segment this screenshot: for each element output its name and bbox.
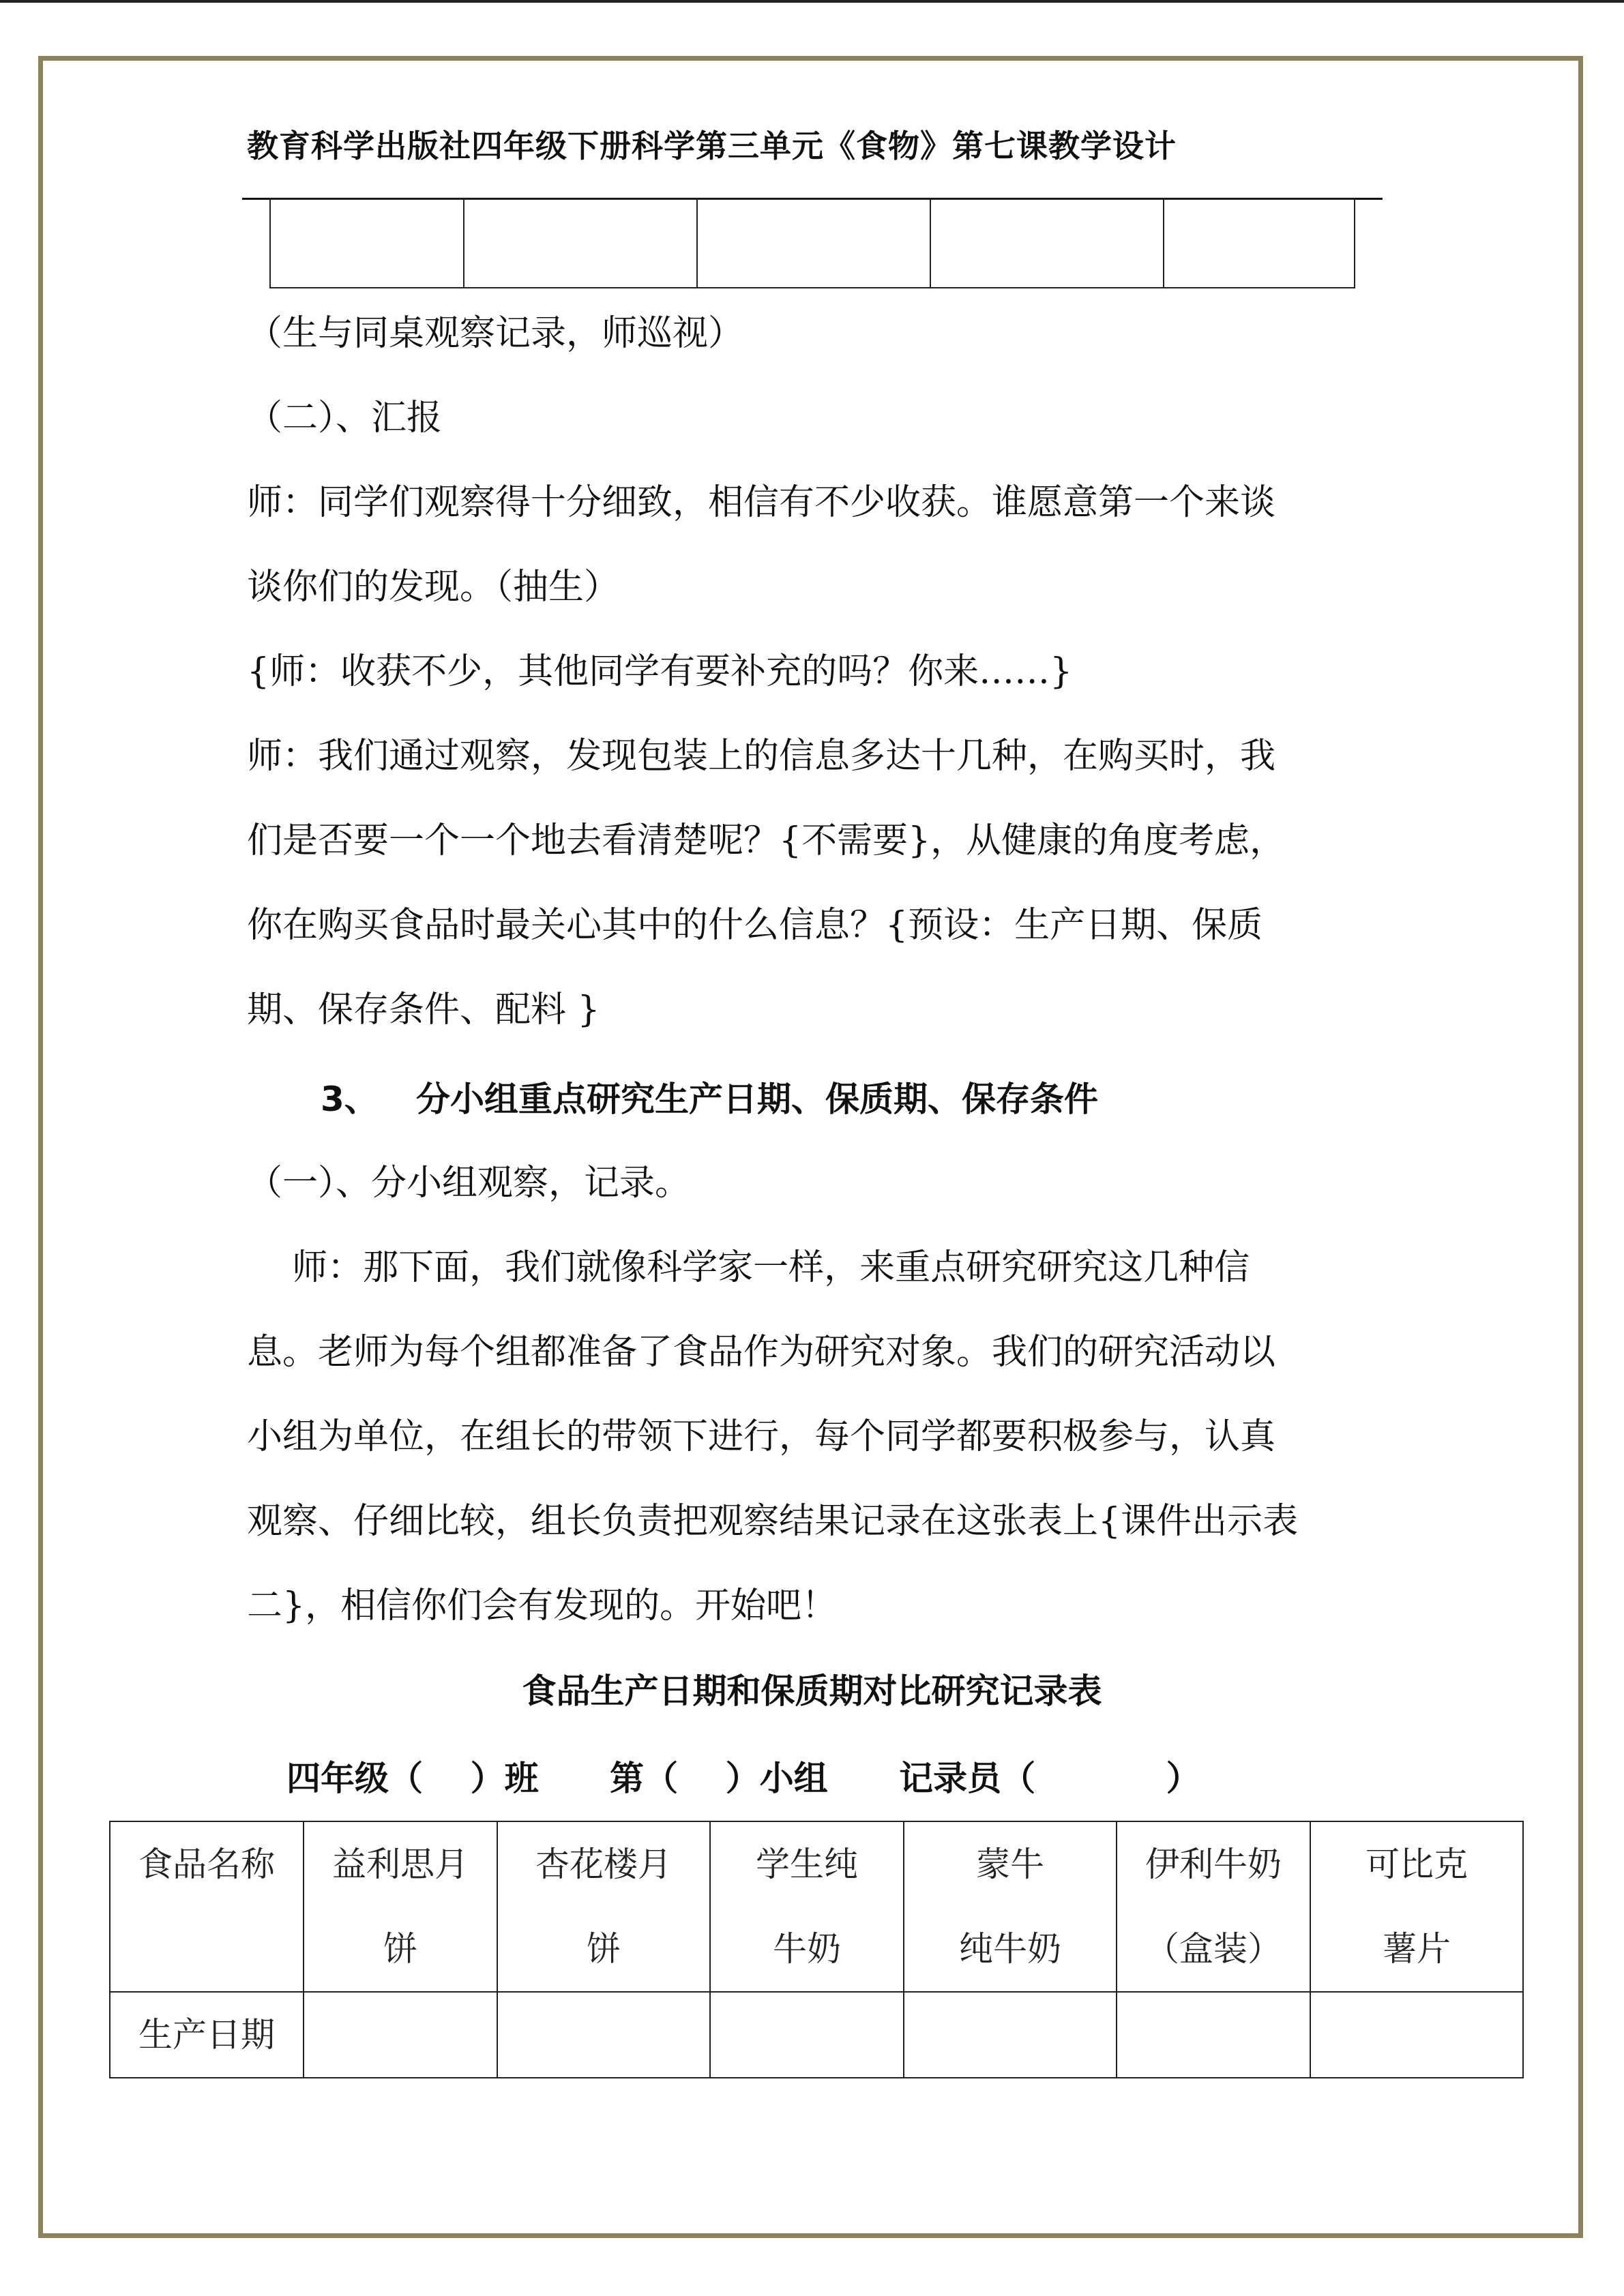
table-cell: [270, 199, 464, 288]
table-cell: [497, 1992, 710, 2078]
section-heading: [321, 1057, 1098, 1142]
body-paragraph-line: 师：同学们观察得十分细致，相信有不少收获。谁愿意第一个来谈: [247, 482, 1276, 523]
food-name-line: 益利思月: [332, 1845, 469, 1884]
food-name-cell: [904, 1821, 1117, 1992]
food-name-line: 饼: [383, 1929, 417, 1969]
subsection-heading: （一）、分小组观察，记录。: [247, 1163, 691, 1204]
body-paragraph-line: {师：收获不少，其他同学有要补充的吗？你来……}: [247, 651, 1073, 692]
food-name-line: 薯片: [1383, 1929, 1451, 1969]
body-paragraph-line: 你在购买食品时最关心其中的什么信息？{预设：生产日期、保质: [247, 905, 1263, 946]
body-paragraph-line: 师：那下面，我们就像科学家一样，来重点研究研究这几种信: [247, 1247, 1250, 1288]
row-label-cell: 生产日期: [110, 1992, 304, 2078]
table-cell: [1164, 199, 1355, 288]
food-name-cell: [1310, 1821, 1523, 1992]
food-name-cell: [497, 1821, 710, 1992]
table-cell: [710, 1992, 904, 2078]
page-top-rule: [0, 0, 1624, 3]
table-header-row: [110, 1821, 1523, 1992]
body-paragraph-line: 们是否要一个一个地去看清楚呢？{不需要}，从健康的角度考虑，: [247, 820, 1286, 861]
food-name-line: （盒装）: [1145, 1929, 1282, 1969]
food-name-cell: [304, 1821, 497, 1992]
table-row: [110, 1992, 1523, 2078]
table-cell: [930, 199, 1164, 288]
header-label-cell: 食品名称: [110, 1821, 304, 1992]
record-table: [109, 1821, 1524, 2078]
table-row: [270, 199, 1355, 288]
food-name-cell: [710, 1821, 904, 1992]
table-cell: [904, 1992, 1117, 2078]
body-paragraph-line: 观察、仔细比较，组长负责把观察结果记录在这张表上{课件出示表: [247, 1501, 1299, 1542]
food-name-line: 杏花楼月: [535, 1845, 672, 1884]
body-paragraph-line: 谈你们的发现。（抽生）: [247, 567, 620, 608]
food-name-cell: [1117, 1821, 1310, 1992]
table-cell: [697, 199, 930, 288]
food-name-line: 牛奶: [773, 1929, 841, 1969]
food-name-line: 学生纯: [756, 1845, 858, 1884]
body-paragraph-line: 息。老师为每个组都准备了食品作为研究对象。我们的研究活动以: [247, 1332, 1276, 1373]
body-paragraph-line: 期、保存条件、配料 }: [247, 989, 600, 1030]
document-header-title: 教育科学出版社四年级下册科学第三单元《食物》第七课教学设计: [247, 128, 1177, 164]
body-paragraph-line: （生与同桌观察记录，师巡视）: [247, 313, 744, 354]
continued-table-fragment: [269, 198, 1355, 288]
table-cell: [1310, 1992, 1523, 2078]
record-table-meta: 四年级（ ）班 第（ ）小组 记录员（ ）: [286, 1759, 1200, 1798]
body-paragraph-line: 二}，相信你们会有发现的。开始吧！: [247, 1585, 838, 1626]
food-name-line: 纯牛奶: [959, 1929, 1061, 1969]
food-name-line: 伊利牛奶: [1145, 1845, 1282, 1884]
record-table-title: 食品生产日期和保质期对比研究记录表: [522, 1671, 1102, 1711]
body-paragraph-line: 小组为单位，在组长的带领下进行，每个同学都要积极参与，认真: [247, 1416, 1276, 1457]
subsection-heading: （二）、汇报: [247, 398, 443, 438]
body-paragraph-line: 师：我们通过观察，发现包装上的信息多达十几种，在购买时，我: [247, 736, 1276, 777]
section-title: 分小组重点研究生产日期、保质期、保存条件: [416, 1079, 1098, 1119]
food-name-line: 饼: [587, 1929, 621, 1969]
table-cell: [304, 1992, 497, 2078]
table-cell: [1117, 1992, 1310, 2078]
table-cell: [464, 199, 697, 288]
food-name-line: 可比克: [1365, 1845, 1468, 1884]
section-number: 3、: [321, 1079, 379, 1119]
food-name-line: 蒙牛: [976, 1845, 1044, 1884]
